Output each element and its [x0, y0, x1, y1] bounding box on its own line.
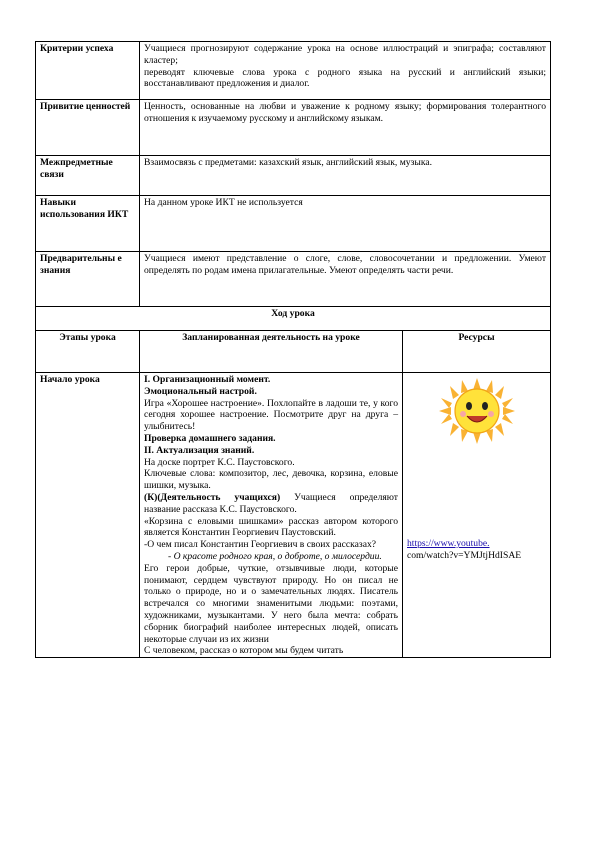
header-resources: Ресурсы	[403, 331, 551, 373]
story-intro-text: «Корзина с еловыми шишками» рассказ автором которого является Константин Георгиевич Паустовский.	[144, 515, 398, 539]
values-text: Ценность, основанные на любви и уважение к родному языку; формирования толерантного отношения к изучаемому русскому и английскому языкам.	[140, 100, 551, 156]
video-link[interactable]: https://www.youtube.	[407, 538, 490, 549]
video-link-rest[interactable]: com/watch?v=YMJtjHdISAE	[407, 549, 522, 561]
sun-face-icon	[455, 389, 499, 433]
paragraph-one: Его герои добрые, чуткие, отзывчивые люди, которые понимают, сердцем чувствуют природу. Но он писал не только о природе, но и о замечательных людях. Писатель встречался со многими знаменитыми людьми: поэтами, художниками, музыкантами. У него была мечта: собрать сборник биографий наиболее интересных людей, описать некоторые случаи из их жизни	[144, 562, 398, 645]
org-moment-heading: I. Организационный момент.	[144, 374, 271, 385]
ict-row	[36, 196, 551, 252]
values-label: Привитие ценностей	[36, 100, 140, 156]
keywords-text: Ключевые слова: композитор, лес, девочка, корзина, еловые шишки, музыка.	[144, 468, 398, 492]
stage-label: Начало урока	[36, 373, 140, 658]
homework-heading: Проверка домашнего задания.	[144, 432, 276, 444]
lesson-title-row	[36, 307, 551, 331]
interdisciplinary-row	[36, 156, 551, 196]
header-planned: Запланированная деятельность на уроке	[140, 331, 403, 373]
resources-cell	[403, 373, 551, 658]
actualization-heading: II. Актуализация знаний.	[144, 444, 255, 456]
criteria-text	[140, 42, 551, 100]
planned-activity	[140, 373, 403, 658]
activity-tag: (К)(Деятельность учащихся)	[144, 491, 281, 503]
interdisciplinary-text: Взаимосвязь с предметами: казахский язык, английский язык, музыка.	[140, 156, 551, 196]
smiling-sun-image	[435, 376, 519, 446]
lesson-plan-page	[35, 41, 550, 658]
question-text: -О чем писал Константин Георгиевич в своих рассказах?	[144, 539, 377, 551]
activity-line	[144, 492, 398, 516]
answer-text: - О красоте родного края, о доброте, о милосердии.	[168, 550, 382, 562]
game-text: Игра «Хорошее настроение». Похлопайте в ладоши те, у кого сегодня хорошее настроение. Посмотрите друг на друга – улыбнитесь!	[144, 397, 398, 433]
ict-label: Навыки использования ИКТ	[36, 196, 140, 252]
prior-knowledge-label: Предварительны е знания	[36, 252, 140, 307]
lesson-start-row	[36, 373, 551, 658]
criteria-row	[36, 42, 551, 100]
activity-rest: Учащиеся определяют название рассказа К.С. Паустовского.	[144, 491, 398, 515]
prior-knowledge-text: Учащиеся имеют представление о слоге, слове, словосочетании и предложении. Умеют определять по родам имена прилагательные. Умеют определять части речи.	[140, 252, 551, 307]
ict-text: На данном уроке ИКТ не используется	[140, 196, 551, 252]
lesson-title: Ход урока	[36, 307, 551, 331]
interdisciplinary-label: Межпредметные связи	[36, 156, 140, 196]
lesson-header-row	[36, 331, 551, 373]
lesson-plan-table	[35, 41, 551, 658]
paragraph-two: С человеком, рассказ о котором мы будем читать	[144, 645, 344, 657]
values-row	[36, 100, 551, 156]
criteria-label: Критерии успеха	[36, 42, 140, 100]
emotional-heading: Эмоциональный настрой.	[144, 385, 257, 397]
header-stages: Этапы урока	[36, 331, 140, 373]
criteria-line: переводят ключевые слова урока с родного языка на русский и английский языки; восстанавливают предложения и диалог.	[144, 66, 547, 90]
prior-knowledge-row	[36, 252, 551, 307]
criteria-line: Учащиеся прогнозируют содержание урока на основе иллюстраций и эпиграфа; составляют кластер;	[144, 43, 547, 66]
portrait-text: На доске портрет К.С. Паустовского.	[144, 456, 295, 468]
